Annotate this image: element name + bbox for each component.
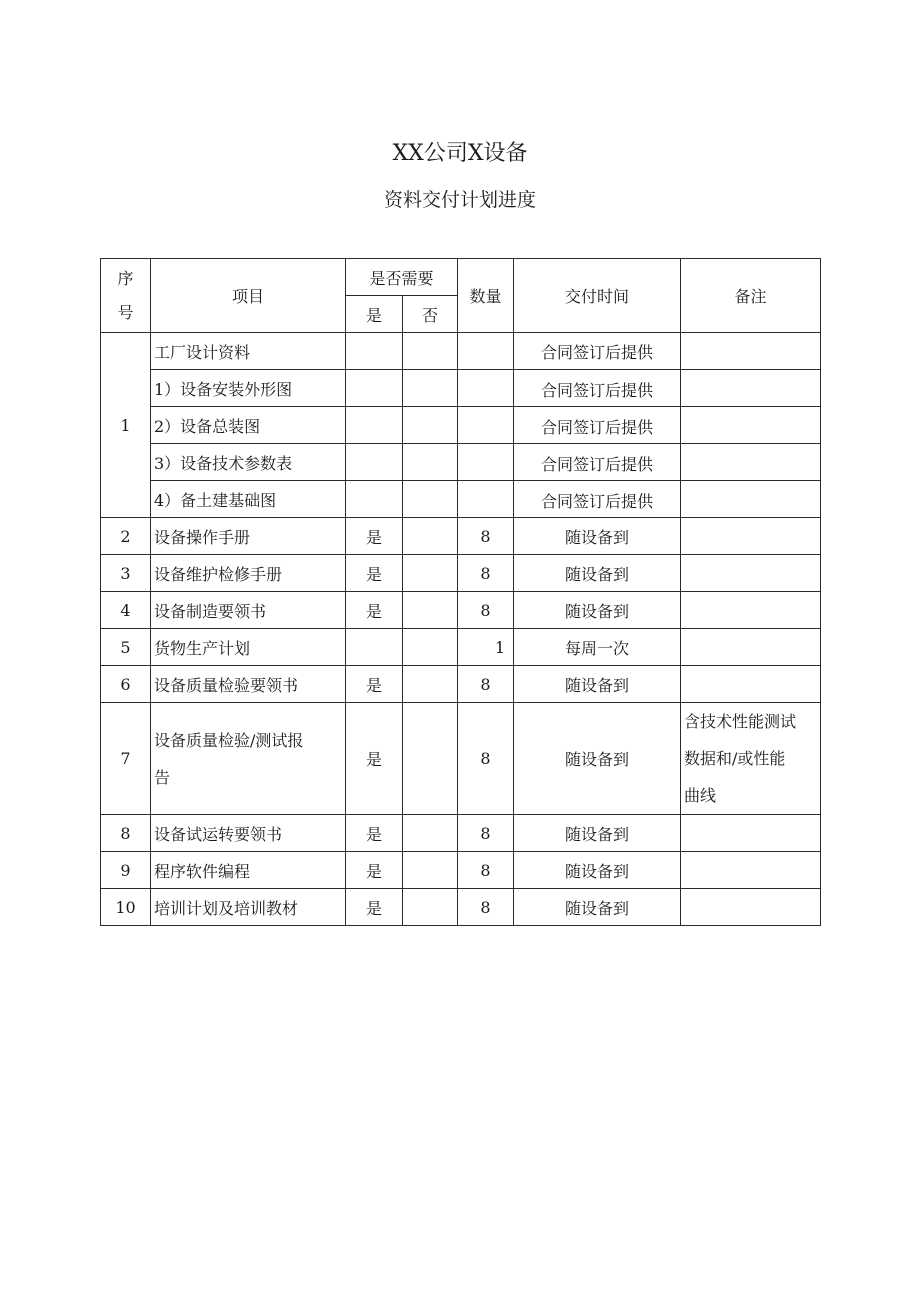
row-qty: 8 [458, 889, 514, 926]
row-qty: 8 [458, 852, 514, 889]
row-qty: 1 [458, 629, 514, 666]
table-row [101, 481, 821, 518]
row-seq: 5 [101, 629, 151, 666]
table-row [101, 592, 821, 629]
row-item: 设备质量检验/测试报 告 [151, 703, 346, 815]
row-item: 工厂设计资料 [151, 333, 346, 370]
row-item: 设备质量检验要领书 [151, 666, 346, 703]
row-item: 设备试运转要领书 [151, 815, 346, 852]
table-row [101, 444, 821, 481]
table-row [101, 889, 821, 926]
delivery-plan-table [100, 258, 821, 926]
document-subtitle: 资料交付计划进度 [383, 189, 536, 211]
row-item: 3）设备技术参数表 [151, 444, 346, 481]
row-seq: 10 [101, 889, 151, 926]
header-seq: 序 号 [101, 259, 151, 333]
row-item: 4）备土建基础图 [151, 481, 346, 518]
row-delivery: 随设备到 [514, 666, 681, 703]
row-qty: 8 [458, 666, 514, 703]
row-delivery: 合同签订后提供 [514, 333, 681, 370]
row-seq: 4 [101, 592, 151, 629]
header-row [101, 259, 821, 296]
row-item: 设备制造要领书 [151, 592, 346, 629]
table-row [101, 555, 821, 592]
row-delivery: 合同签订后提供 [514, 481, 681, 518]
row-qty: 8 [458, 592, 514, 629]
header-remark: 备注 [681, 259, 821, 333]
row-item: 货物生产计划 [151, 629, 346, 666]
row-qty: 8 [458, 703, 514, 815]
row-yes: 是 [346, 518, 403, 555]
table-row [101, 333, 821, 370]
row-yes: 是 [346, 703, 403, 815]
row-delivery: 合同签订后提供 [514, 444, 681, 481]
header-no: 否 [403, 296, 458, 333]
row-seq: 2 [101, 518, 151, 555]
table-row [101, 852, 821, 889]
table-row [101, 518, 821, 555]
row-remark: 含技术性能测试 数据和/或性能 曲线 [681, 703, 821, 815]
table-row [101, 815, 821, 852]
table-row [101, 629, 821, 666]
row-yes: 是 [346, 666, 403, 703]
row-delivery: 随设备到 [514, 518, 681, 555]
header-yes: 是 [346, 296, 403, 333]
header-qty: 数量 [458, 259, 514, 333]
row-item: 2）设备总装图 [151, 407, 346, 444]
table-row [101, 407, 821, 444]
row-item: 设备维护检修手册 [151, 555, 346, 592]
row-seq: 7 [101, 703, 151, 815]
row-seq: 8 [101, 815, 151, 852]
row-item: 1）设备安装外形图 [151, 370, 346, 407]
row-delivery: 随设备到 [514, 852, 681, 889]
row-seq: 6 [101, 666, 151, 703]
row-seq: 1 [101, 333, 151, 518]
header-item: 项目 [151, 259, 346, 333]
table-row [101, 370, 821, 407]
row-yes: 是 [346, 889, 403, 926]
row-qty: 8 [458, 555, 514, 592]
header-delivery: 交付时间 [514, 259, 681, 333]
row-delivery: 合同签订后提供 [514, 370, 681, 407]
row-yes: 是 [346, 555, 403, 592]
row-yes: 是 [346, 852, 403, 889]
row-seq: 9 [101, 852, 151, 889]
row-seq: 3 [101, 555, 151, 592]
row-delivery: 随设备到 [514, 703, 681, 815]
row-delivery: 随设备到 [514, 815, 681, 852]
table-row [101, 666, 821, 703]
header-need: 是否需要 [346, 259, 458, 296]
row-delivery: 随设备到 [514, 555, 681, 592]
row-delivery: 随设备到 [514, 592, 681, 629]
row-item: 培训计划及培训教材 [151, 889, 346, 926]
row-delivery: 随设备到 [514, 889, 681, 926]
row-qty: 8 [458, 518, 514, 555]
row-yes: 是 [346, 592, 403, 629]
table-row [101, 703, 821, 815]
row-delivery: 每周一次 [514, 629, 681, 666]
row-item: 程序软件编程 [151, 852, 346, 889]
document-title: XX公司X设备 [392, 141, 528, 166]
row-yes: 是 [346, 815, 403, 852]
row-item: 设备操作手册 [151, 518, 346, 555]
row-qty: 8 [458, 815, 514, 852]
row-delivery: 合同签订后提供 [514, 407, 681, 444]
